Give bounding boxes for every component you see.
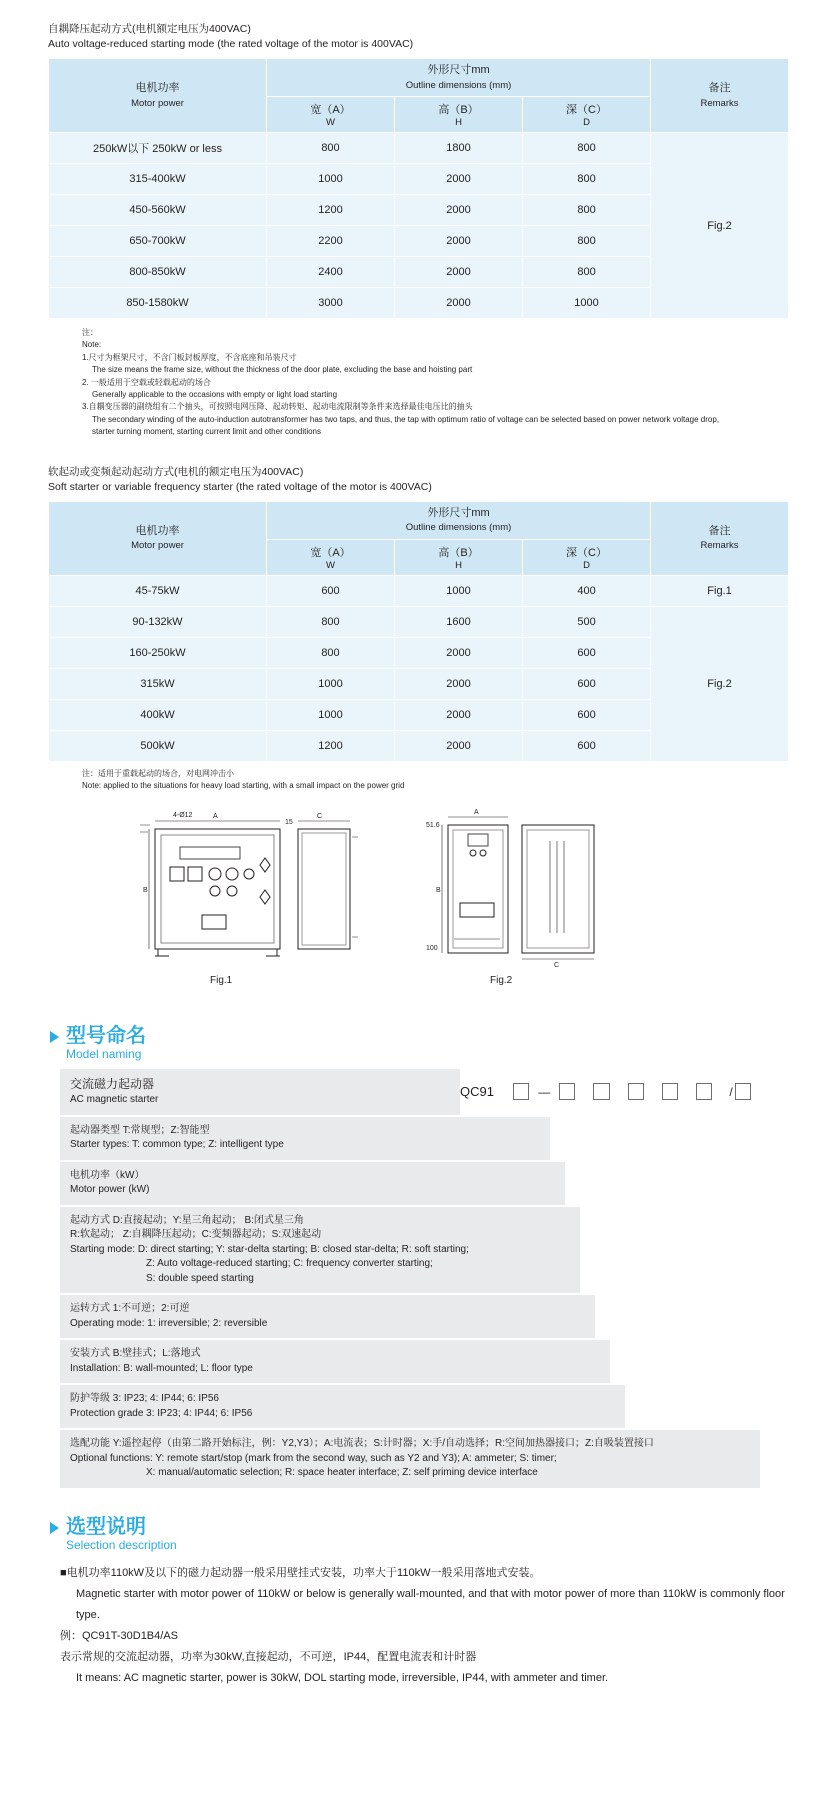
cell-height: 1000 — [395, 575, 523, 606]
model-naming-title-en: Model naming — [66, 1047, 142, 1062]
selection-title-cn: 选型说明 — [66, 1515, 146, 1538]
row-label: 选配功能 Y:遥控起停（由第二路开始标注，例：Y2,Y3）；A:电流表；S:计时器；X:手/自动选择；R:空间加热器接口；Z:自吸装置接口 Optional functions: Y: remote start/stop (mark from the second way, such as Y2 and Y3); A: ammeter; S: timer; X: manual/automatic selection; R: space heater interface; Z: self priming device interface — [60, 1430, 760, 1488]
cell-depth: 600 — [523, 730, 651, 761]
cell-power: 500kW — [49, 730, 267, 761]
cell-width: 800 — [267, 133, 395, 164]
code-box-3[interactable] — [593, 1083, 609, 1100]
selection-body — [60, 1563, 800, 1688]
cell-power: 315-400kW — [49, 164, 267, 195]
section2-heading-en: Soft starter or variable frequency starter (the rated voltage of the motor is 400VAC) — [48, 480, 432, 493]
model-naming-row-7 — [60, 1385, 760, 1430]
cell-depth: 1000 — [523, 288, 651, 319]
cell-power: 315kW — [49, 668, 267, 699]
svg-text:51.6: 51.6 — [426, 822, 440, 830]
cabinet-drawings — [30, 807, 800, 1002]
cell-remark: Fig.2 — [651, 133, 789, 319]
cell-height: 2000 — [395, 226, 523, 257]
section1-notes — [82, 327, 800, 439]
cell-power: 800-850kW — [49, 257, 267, 288]
row-label: 起动器类型 T:常规型；Z:智能型 Starter types: T: common type; Z: intelligent type — [60, 1117, 550, 1160]
triangle-bullet-icon — [50, 1522, 59, 1534]
cell-width: 2200 — [267, 226, 395, 257]
cell-power: 650-700kW — [49, 226, 267, 257]
code-slash: / — [729, 1084, 733, 1099]
note-line: 注：适用于重载起动的场合，对电网冲击小 — [82, 768, 234, 778]
cell-width: 800 — [267, 637, 395, 668]
cell-height: 2000 — [395, 288, 523, 319]
code-box-4[interactable] — [628, 1083, 644, 1100]
svg-text:A: A — [474, 809, 479, 817]
section2-heading-cn: 软起动或变频起动起动方式(电机的额定电压为400VAC) — [48, 465, 304, 478]
triangle-bullet-icon — [50, 1031, 59, 1043]
section1-heading-cn: 自耦降压起动方式(电机额定电压为400VAC) — [48, 23, 251, 35]
cell-width: 1000 — [267, 668, 395, 699]
note-line: 3.自耦变压器的副绕组有二个抽头，可按照电网压降、起动转矩、起动电流限制等条件来选择最佳电压比的抽头 — [82, 402, 473, 412]
header-width: 宽（A） W — [267, 539, 395, 575]
model-naming-row-3 — [60, 1162, 760, 1207]
selection-p1-en: Magnetic starter with motor power of 110kW or below is generally wall-mounted, and that with motor power of more than 110kW is commonly floor type. — [76, 1588, 785, 1622]
cell-height: 2000 — [395, 164, 523, 195]
cell-width: 1000 — [267, 699, 395, 730]
cell-width: 1200 — [267, 195, 395, 226]
section2-heading — [48, 465, 800, 495]
note-line: The size means the frame size, without the thickness of the door plate, excluding the base and hoisting part — [92, 365, 473, 375]
svg-text:A: A — [213, 813, 218, 821]
svg-text:C: C — [317, 813, 323, 821]
model-naming-row-8 — [60, 1430, 760, 1490]
note-line: 注： — [82, 328, 98, 338]
header-height: 高（B） H — [395, 97, 523, 133]
note-line: 1.尺寸为框架尺寸，不含门板封板厚度，不含底座和吊装尺寸 — [82, 352, 297, 362]
cell-depth: 800 — [523, 133, 651, 164]
selection-p2-en: It means: AC magnetic starter, power is 30kW, DOL starting mode, irreversible, IP44, with ammeter and timer. — [76, 1671, 609, 1684]
svg-text:4-Ø12: 4-Ø12 — [173, 812, 193, 820]
cell-width: 600 — [267, 575, 395, 606]
selection-title-en: Selection description — [66, 1537, 177, 1552]
svg-text:15: 15 — [285, 819, 293, 827]
row-label: 防护等级 3: IP23; 4: IP44; 6: IP56 Protection grade 3: IP23; 4: IP44; 6: IP56 — [60, 1385, 625, 1428]
selection-title — [50, 1516, 800, 1554]
fig2-caption: Fig.2 — [490, 975, 513, 987]
header-height: 高（B） H — [395, 539, 523, 575]
code-box-6[interactable] — [696, 1083, 712, 1100]
model-code: QC91 — [460, 1084, 494, 1100]
header-motor-power: 电机功率 Motor power — [49, 502, 267, 576]
section1-heading — [48, 22, 800, 52]
cell-height: 2000 — [395, 730, 523, 761]
table-row — [49, 606, 789, 637]
figures-area — [30, 807, 800, 1007]
header-depth: 深（C） D — [523, 97, 651, 133]
svg-text:100: 100 — [426, 945, 438, 953]
cell-power: 160-250kW — [49, 637, 267, 668]
cell-depth: 600 — [523, 668, 651, 699]
note-line: starter turning moment, starting current limit and other conditions — [92, 427, 321, 437]
svg-text:C: C — [554, 962, 560, 970]
cell-width: 1000 — [267, 164, 395, 195]
cell-power: 45-75kW — [49, 575, 267, 606]
cell-depth: 800 — [523, 226, 651, 257]
header-remarks: 备注 Remarks — [651, 59, 789, 133]
cell-height: 2000 — [395, 257, 523, 288]
selection-p2-cn-b: 表示常规的交流起动器，功率为30kW,直接起动，不可逆，IP44，配置电流表和计时器 — [60, 1650, 477, 1663]
header-remarks: 备注 Remarks — [651, 502, 789, 576]
code-box-1[interactable] — [513, 1083, 529, 1100]
code-box-7[interactable] — [735, 1083, 751, 1100]
note-line: The secondary winding of the auto-induction autotransformer has two taps, and thus, the tap with optimum ratio of voltage can be selected based on power network voltage drop, — [92, 414, 720, 424]
cell-width: 1200 — [267, 730, 395, 761]
note-line: Generally applicable to the occasions with empty or light load starting — [92, 390, 338, 400]
model-naming-row-5 — [60, 1295, 760, 1340]
cell-remark: Fig.1 — [651, 575, 789, 606]
model-naming-block — [60, 1069, 760, 1490]
table-row — [49, 133, 789, 164]
cell-depth: 600 — [523, 699, 651, 730]
cell-power: 850-1580kW — [49, 288, 267, 319]
row-label: 交流磁力起动器 AC magnetic starter — [60, 1069, 460, 1115]
cell-height: 1600 — [395, 606, 523, 637]
code-box-5[interactable] — [662, 1083, 678, 1100]
selection-p2-cn: 例：QC91T-30D1B4/AS — [60, 1630, 178, 1643]
note-line: Note: applied to the situations for heavy load starting, with a small impact on the power grid — [82, 781, 405, 791]
row-label: 安装方式 B:壁挂式；L:落地式 Installation: B: wall-mounted; L: floor type — [60, 1340, 610, 1383]
row-label: 运转方式 1:不可逆；2:可逆 Operating mode: 1: irreversible; 2: reversible — [60, 1295, 595, 1338]
header-width: 宽（A） W — [267, 97, 395, 133]
table-row — [49, 575, 789, 606]
model-naming-row-6 — [60, 1340, 760, 1385]
section2-note — [82, 768, 800, 794]
cell-height: 2000 — [395, 699, 523, 730]
cell-remark: Fig.2 — [651, 606, 789, 761]
table-soft-starter — [48, 501, 789, 762]
cell-height: 2000 — [395, 637, 523, 668]
header-outline-dimensions: 外形尺寸mm Outline dimensions (mm) — [267, 59, 651, 97]
cell-width: 3000 — [267, 288, 395, 319]
note-line: 2. 一般适用于空载或轻载起动的场合 — [82, 377, 211, 387]
cell-power: 450-560kW — [49, 195, 267, 226]
code-row — [460, 1069, 760, 1115]
cell-power: 400kW — [49, 699, 267, 730]
note-line: Note: — [82, 340, 102, 350]
code-dash: — — [538, 1084, 551, 1099]
cell-depth: 800 — [523, 164, 651, 195]
cell-width: 2400 — [267, 257, 395, 288]
fig1-caption: Fig.1 — [210, 975, 233, 987]
code-box-2[interactable] — [559, 1083, 575, 1100]
cell-power: 250kW以下 250kW or less — [49, 133, 267, 164]
section1-heading-en: Auto voltage-reduced starting mode (the rated voltage of the motor is 400VAC) — [48, 38, 414, 51]
cell-height: 2000 — [395, 668, 523, 699]
cell-depth: 600 — [523, 637, 651, 668]
cell-depth: 800 — [523, 195, 651, 226]
row-label: 起动方式 D:直接起动；Y:星三角起动； B:闭式星三角 R:软起动； Z:自耦降压起动；C:变频器起动；S:双速起动 Starting mode: D: direct starting; Y: star-delta starting; B: closed star-delta; R: soft starting; Z: Auto voltage-reduced starting; C: frequency converter starting; S: double speed starting — [60, 1207, 580, 1294]
cell-depth: 400 — [523, 575, 651, 606]
cell-depth: 800 — [523, 257, 651, 288]
svg-text:B: B — [436, 887, 441, 895]
selection-p1-cn: ■电机功率110kW及以下的磁力起动器一般采用壁挂式安装，功率大于110kW一般采用落地式安装。 — [60, 1567, 541, 1580]
header-depth: 深（C） D — [523, 539, 651, 575]
header-outline-dimensions: 外形尺寸mm Outline dimensions (mm) — [267, 502, 651, 540]
cell-width: 800 — [267, 606, 395, 637]
cell-height: 1800 — [395, 133, 523, 164]
model-naming-row-4 — [60, 1207, 760, 1296]
model-naming-row-2 — [60, 1117, 760, 1162]
svg-text:B: B — [143, 887, 148, 895]
cell-power: 90-132kW — [49, 606, 267, 637]
cell-depth: 500 — [523, 606, 651, 637]
row-label: 电机功率（kW） Motor power (kW) — [60, 1162, 565, 1205]
model-naming-row-1 — [60, 1069, 760, 1117]
header-motor-power: 电机功率 Motor power — [49, 59, 267, 133]
model-naming-title — [50, 1025, 800, 1063]
cell-height: 2000 — [395, 195, 523, 226]
model-naming-title-cn: 型号命名 — [66, 1025, 146, 1048]
table-auto-voltage-reduced — [48, 58, 789, 319]
